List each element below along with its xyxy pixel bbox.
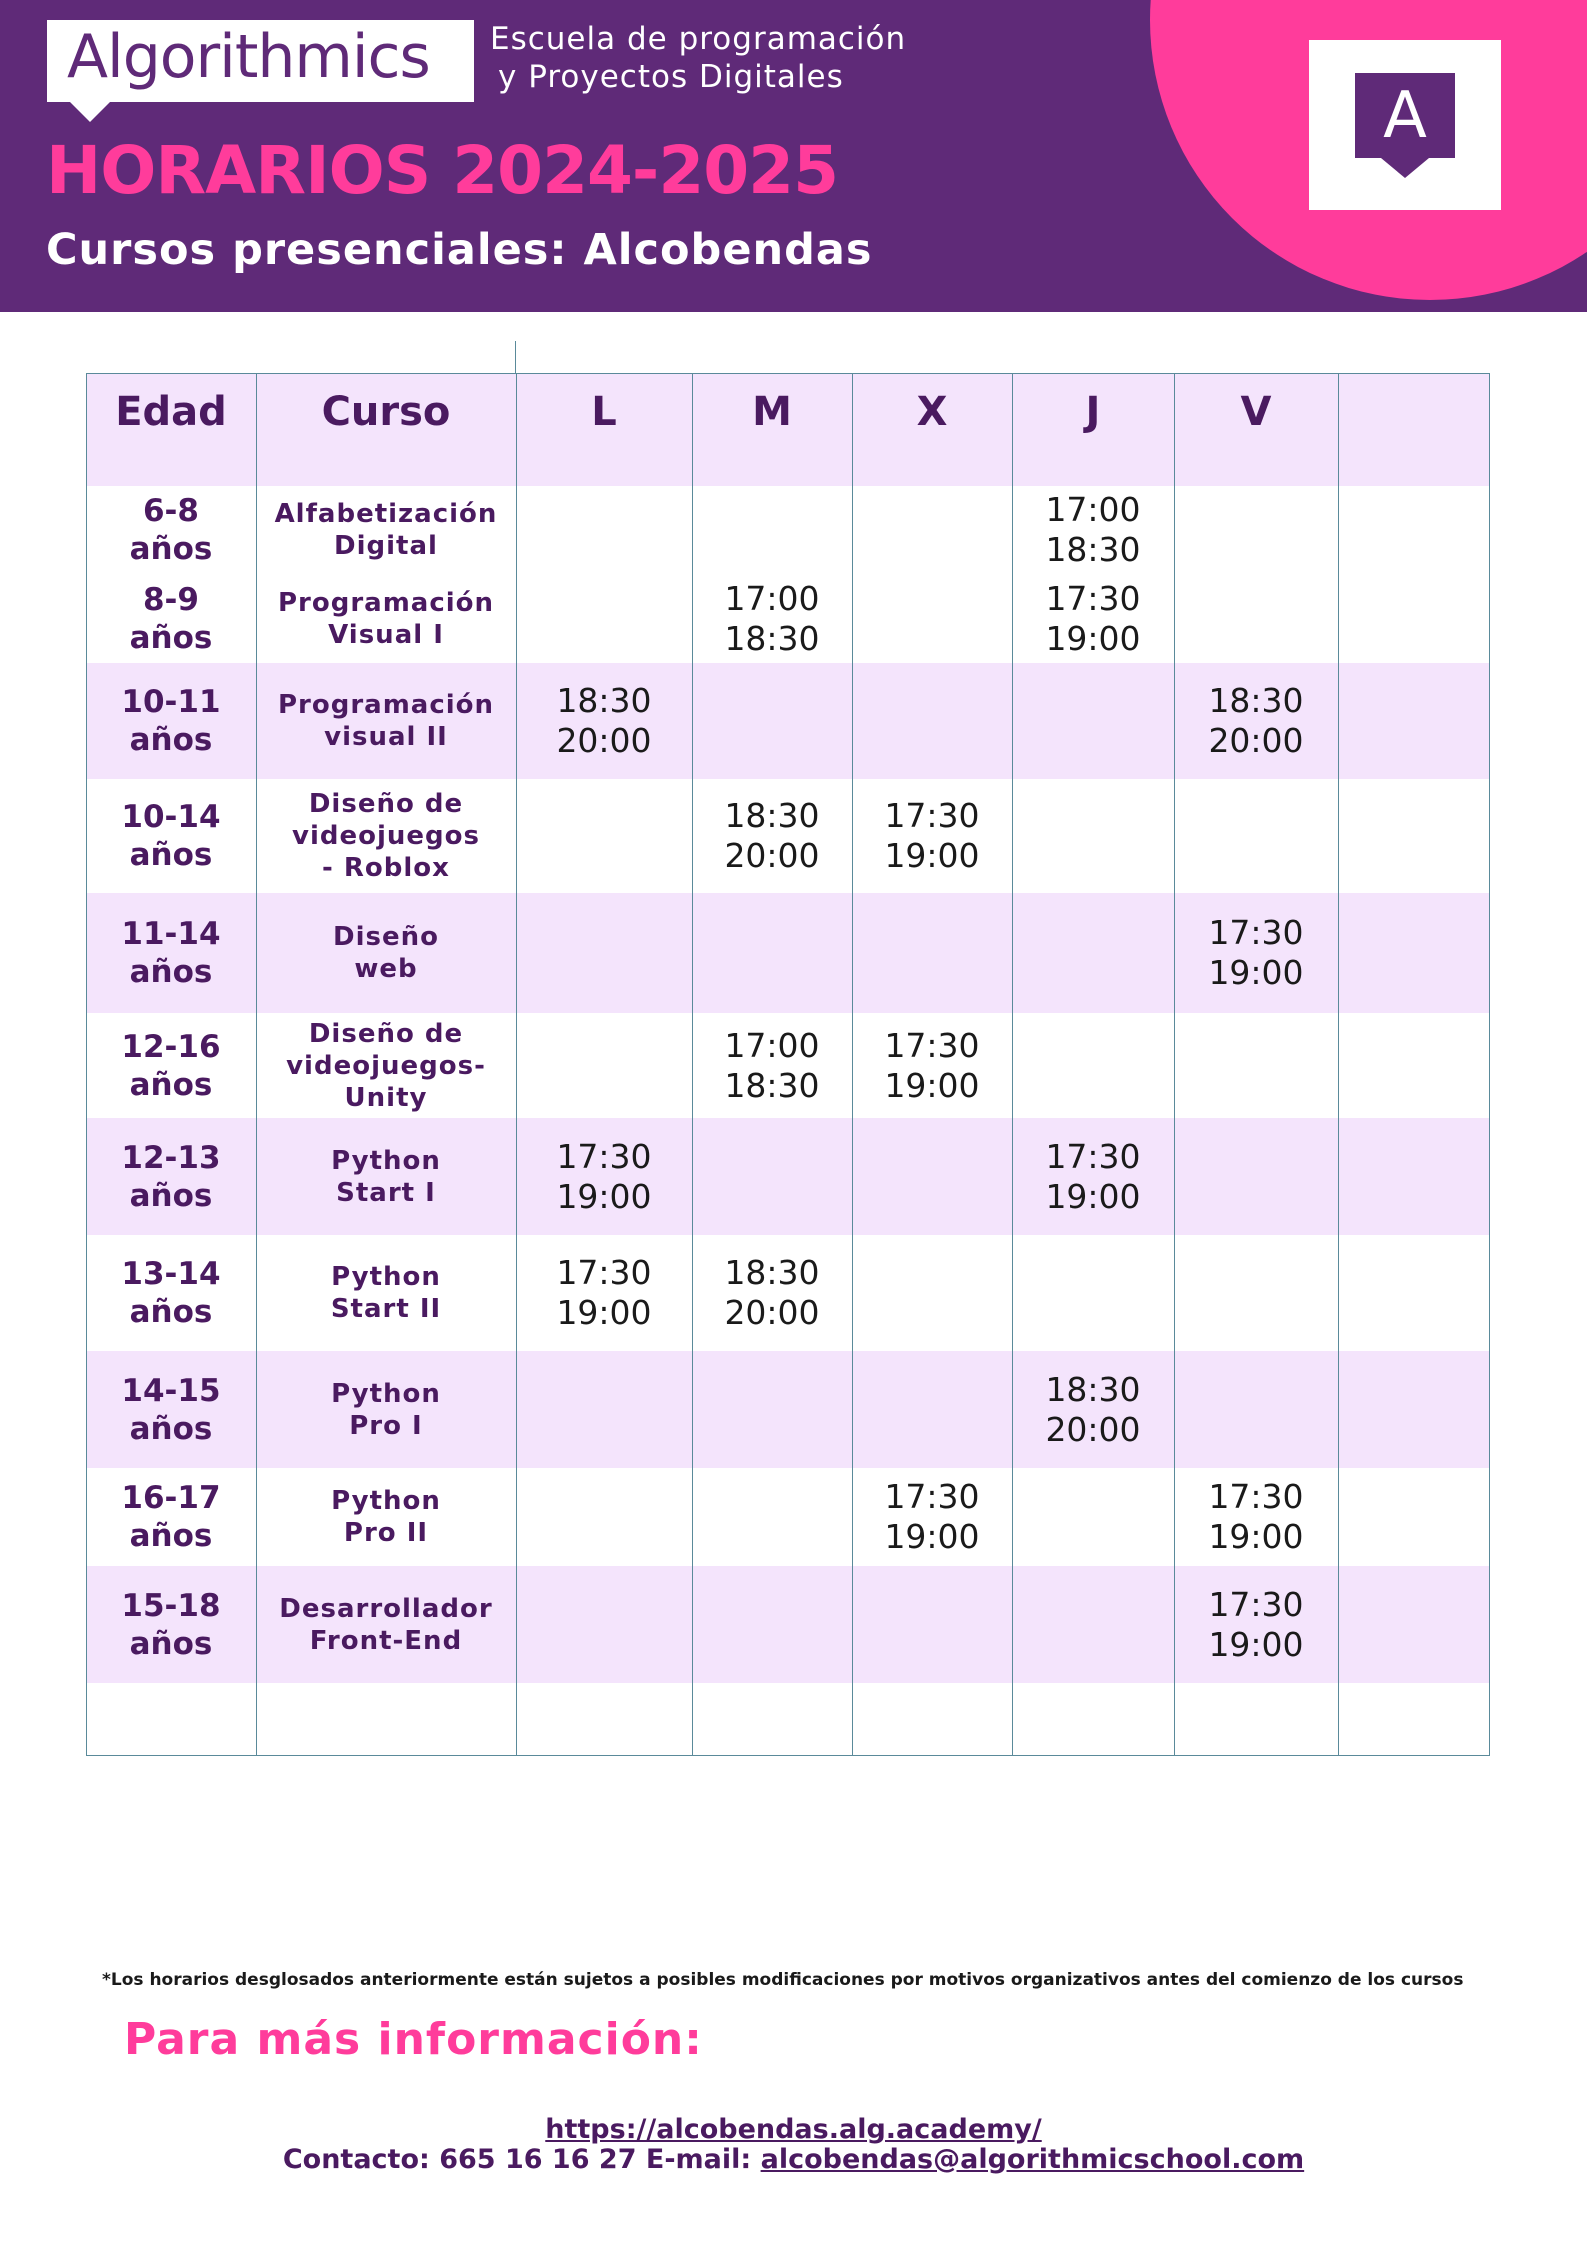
age-range-line: 8-9 [142, 581, 199, 618]
age-range-line: 12-13 [121, 1139, 221, 1176]
age-range-line: años [129, 1518, 213, 1554]
time-cell [692, 779, 852, 893]
contact-line [0, 2144, 1587, 2175]
course-name-line: Diseño de [308, 789, 464, 819]
time-slot-line: 20:00 [724, 836, 820, 875]
course-cell [256, 1118, 516, 1235]
time-slot-line: 17:30 [1208, 1477, 1304, 1516]
age-range-line: años [129, 531, 213, 568]
course-name [333, 921, 439, 985]
time-slot-line: 17:30 [556, 1136, 652, 1176]
course-cell [256, 1351, 516, 1468]
course-cell [256, 1468, 516, 1566]
course-name [331, 1485, 441, 1549]
time-slot [1208, 1585, 1303, 1665]
age-range [121, 915, 220, 991]
course-name-line: Python [331, 1378, 441, 1409]
course-name-line: Start I [336, 1177, 436, 1208]
brand-pointer-icon [1381, 158, 1429, 178]
course-name-line: Digital [334, 531, 438, 562]
course-name-line: visual II [324, 722, 448, 752]
age-cell [86, 779, 256, 893]
course-name-line: videojuegos- [286, 1050, 486, 1081]
course-cell [256, 486, 516, 575]
course-name-line: Front-End [309, 1625, 463, 1656]
age-cell [86, 1235, 256, 1351]
time-slot-line: 19:00 [884, 1065, 980, 1105]
disclaimer-note: *Los horarios desglosados anteriormente están sujetos a posibles modificaciones por motivos organizativos antes del comienzo de los cursos [102, 1970, 1464, 1990]
website-link[interactable]: https://alcobendas.alg.academy/ [545, 2114, 1042, 2145]
age-cell [86, 663, 256, 779]
time-cell [516, 1235, 692, 1351]
column-header: V [1240, 389, 1272, 435]
time-slot-line: 17:00 [1045, 490, 1141, 530]
course-name-line: videojuegos [292, 821, 480, 851]
time-cell [1174, 893, 1338, 1013]
time-cell [1174, 663, 1338, 779]
time-slot-line: 18:30 [1045, 1369, 1141, 1409]
course-name [292, 788, 480, 884]
time-slot [556, 681, 651, 761]
course-name-line: - Roblox [322, 853, 450, 883]
course-name-line: Python [331, 1145, 441, 1176]
time-cell [852, 1013, 1012, 1118]
header-banner [0, 0, 1587, 312]
column-header: X [916, 389, 948, 435]
time-slot-line: 19:00 [556, 1176, 652, 1216]
age-range-line: años [129, 1066, 213, 1103]
logo [47, 20, 474, 102]
time-slot-line: 18:30 [724, 1253, 820, 1292]
age-range-line: 6-8 [142, 493, 199, 530]
age-range-line: años [129, 722, 213, 758]
time-slot [1045, 1137, 1140, 1217]
age-range-line: 10-11 [121, 684, 221, 720]
course-name-line: Unity [344, 1082, 428, 1113]
column-header: Curso [321, 389, 451, 435]
time-slot [724, 579, 819, 659]
time-slot [556, 1253, 651, 1333]
time-slot-line: 19:00 [1208, 1624, 1304, 1664]
age-range-line: años [129, 1625, 213, 1662]
course-name-line: Start II [330, 1294, 442, 1324]
column-divider [1489, 373, 1490, 1756]
age-range-line: años [129, 1294, 213, 1330]
time-slot [1045, 579, 1140, 659]
course-name-line: Pro I [349, 1410, 423, 1441]
course-cell [256, 893, 516, 1013]
tagline-line-2: y Proyectos Digitales [498, 59, 844, 95]
time-slot-line: 17:30 [1208, 913, 1304, 952]
age-range-line: 13-14 [121, 1256, 221, 1292]
age-cell [86, 486, 256, 575]
tagline [490, 20, 970, 96]
time-cell [692, 1235, 852, 1351]
course-name-line: Python [331, 1486, 441, 1516]
time-slot [1208, 681, 1303, 761]
age-range [121, 1028, 220, 1104]
time-cell [852, 779, 1012, 893]
course-name-line: Python [331, 1262, 441, 1292]
course-name [331, 1145, 441, 1209]
age-range-line: 14-15 [121, 1372, 221, 1409]
age-cell [86, 1566, 256, 1683]
age-cell [86, 1118, 256, 1235]
time-slot-line: 18:30 [1045, 530, 1141, 570]
page-subtitle: Cursos presenciales: Alcobendas [46, 225, 873, 275]
time-cell [1174, 1566, 1338, 1683]
age-cell [86, 575, 256, 664]
column-divider [516, 373, 517, 1756]
course-cell [256, 779, 516, 893]
time-slot [556, 1137, 651, 1217]
time-slot-line: 17:30 [1208, 1584, 1304, 1624]
course-name-line: Visual I [328, 619, 444, 650]
age-range-line: años [129, 837, 213, 873]
time-slot-line: 20:00 [1045, 1409, 1141, 1449]
time-slot-line: 17:30 [1045, 578, 1141, 618]
column-divider [1338, 373, 1339, 1756]
age-range-line: 16-17 [121, 1480, 221, 1516]
age-range [121, 1479, 220, 1555]
time-cell [692, 1013, 852, 1118]
course-name-line: Diseño de [308, 1018, 464, 1049]
age-range-line: años [129, 1410, 213, 1447]
course-name-line: Programación [277, 587, 495, 618]
time-slot-line: 19:00 [884, 1517, 980, 1556]
age-range-line: 15-18 [121, 1587, 221, 1624]
course-name [331, 1378, 441, 1442]
time-slot-line: 17:30 [884, 1025, 980, 1065]
time-slot-line: 18:30 [724, 796, 820, 835]
age-range [121, 1372, 220, 1448]
age-range [121, 1255, 220, 1331]
time-slot-line: 19:00 [1045, 618, 1141, 658]
time-slot [724, 1026, 819, 1106]
time-slot-line: 17:30 [884, 796, 980, 835]
course-cell [256, 1566, 516, 1683]
time-slot [1208, 913, 1303, 993]
course-name [278, 689, 494, 753]
time-slot-line: 19:00 [1208, 953, 1304, 992]
column-header: J [1085, 389, 1101, 435]
time-cell [1012, 575, 1174, 664]
contact-label: Contacto: 665 16 16 27 E-mail: [282, 2144, 752, 2175]
course-cell [256, 663, 516, 779]
time-slot-line: 17:30 [556, 1253, 652, 1292]
time-slot-line: 19:00 [556, 1293, 652, 1332]
time-slot-line: 18:30 [556, 681, 652, 720]
age-range-line: años [129, 954, 213, 990]
time-cell [1012, 486, 1174, 575]
table-top-tick [515, 341, 516, 373]
age-range [121, 798, 220, 874]
course-name-line: Programación [277, 690, 495, 720]
time-slot [1045, 1370, 1140, 1450]
time-slot-line: 18:30 [724, 1065, 820, 1105]
time-slot [724, 1253, 819, 1333]
course-name-line: Desarrollador [279, 1593, 493, 1624]
table-border-top [86, 373, 1490, 374]
age-cell [86, 1468, 256, 1566]
brand-a-icon: A [1355, 73, 1455, 158]
time-cell [1012, 1118, 1174, 1235]
time-cell [516, 1118, 692, 1235]
more-info-heading: Para más información: [124, 2014, 703, 2065]
course-name-line: web [354, 954, 418, 984]
time-slot [1045, 490, 1140, 570]
course-name-line: Alfabetización [274, 499, 498, 530]
time-slot-line: 17:00 [724, 1025, 820, 1065]
course-name-line: Diseño [333, 922, 439, 952]
course-name [279, 1593, 492, 1657]
time-slot-line: 20:00 [724, 1293, 820, 1332]
time-slot [884, 1026, 979, 1106]
time-slot-line: 17:30 [884, 1477, 980, 1516]
column-header: Edad [115, 389, 227, 435]
table-border-bottom [86, 1755, 1490, 1756]
time-slot-line: 19:00 [884, 836, 980, 875]
age-cell [86, 1013, 256, 1118]
age-range [130, 581, 213, 657]
course-name [331, 1261, 441, 1325]
time-slot [884, 1477, 979, 1557]
age-range-line: años [129, 619, 213, 656]
time-cell [1174, 1468, 1338, 1566]
time-slot [1208, 1477, 1303, 1557]
time-slot-line: 20:00 [556, 721, 652, 760]
email-link[interactable]: alcobendas@algorithmicschool.com [760, 2144, 1305, 2175]
brand-badge [1309, 40, 1501, 210]
age-range [121, 683, 220, 759]
age-range [121, 1587, 220, 1663]
age-range-line: 10-14 [121, 799, 221, 835]
time-cell [852, 1468, 1012, 1566]
time-slot-line: 19:00 [1045, 1176, 1141, 1216]
course-cell [256, 1013, 516, 1118]
time-slot-line: 18:30 [1208, 681, 1304, 720]
age-range [121, 1139, 220, 1215]
age-cell [86, 1351, 256, 1468]
schedule-table [86, 373, 1490, 1756]
column-header: L [591, 389, 617, 435]
column-header: M [752, 389, 792, 435]
course-name [286, 1018, 486, 1114]
age-range-line: años [129, 1177, 213, 1214]
time-slot [884, 796, 979, 876]
time-slot-line: 17:30 [1045, 1136, 1141, 1176]
course-name [278, 587, 494, 651]
course-name-line: Pro II [343, 1518, 429, 1548]
course-cell [256, 575, 516, 664]
age-range [130, 492, 213, 568]
page-title: HORARIOS 2024-2025 [46, 132, 839, 209]
time-slot-line: 18:30 [724, 618, 820, 658]
tagline-line-1: Escuela de programación [490, 21, 907, 57]
logo-pointer-icon [68, 100, 112, 122]
time-slot-line: 17:00 [724, 578, 820, 618]
table-row [86, 1683, 1490, 1756]
age-range-line: 11-14 [121, 916, 221, 952]
time-cell [692, 575, 852, 664]
time-slot-line: 20:00 [1208, 721, 1304, 760]
time-slot [724, 796, 819, 876]
age-cell [86, 893, 256, 1013]
age-range-line: 12-16 [121, 1028, 221, 1065]
course-name [275, 498, 498, 562]
logo-text: Algorithmics [67, 22, 430, 92]
time-cell [1012, 1351, 1174, 1468]
course-cell [256, 1235, 516, 1351]
time-slot-line: 19:00 [1208, 1517, 1304, 1556]
time-cell [516, 663, 692, 779]
